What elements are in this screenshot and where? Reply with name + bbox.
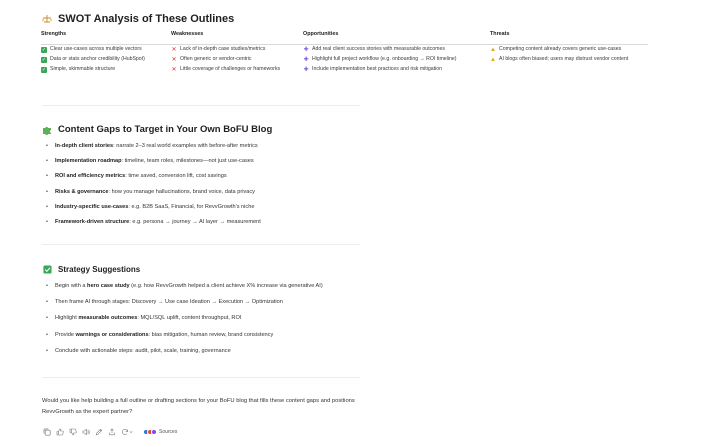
thumbs-up-icon[interactable] — [55, 427, 64, 436]
cross-icon: ✕ — [171, 56, 177, 63]
plus-icon: ✚ — [303, 56, 309, 63]
table-cell: ✚ Highlight full project workflow (e.g. onboarding → ROI timeline) — [303, 55, 457, 63]
strategy-list — [46, 281, 366, 362]
col-weaknesses: Weaknesses — [171, 31, 303, 44]
list-item: • Implementation roadmap: timeline, team roles, milestones—not just use-cases — [46, 158, 261, 173]
table-cell: ✓ Simple, skimmable structure — [41, 65, 116, 73]
gaps-heading — [42, 124, 272, 135]
edit-icon[interactable] — [94, 427, 103, 436]
divider — [42, 105, 360, 106]
warning-icon: ▲ — [490, 47, 496, 53]
cross-icon: ✕ — [171, 66, 177, 73]
divider — [42, 244, 360, 245]
list-item: • In-depth client stories: narrate 2–3 real world examples with before-after metrics — [46, 143, 261, 158]
swot-table — [41, 31, 648, 74]
balance-scale-icon — [42, 14, 52, 24]
table-row — [41, 54, 648, 64]
list-item: • Framework-driven structure: e.g. persona → journey → AI layer → measurement — [46, 219, 261, 234]
source-favicons — [143, 429, 157, 435]
table-cell — [490, 64, 648, 74]
sources-button[interactable] — [141, 429, 177, 435]
table-row — [41, 64, 648, 74]
col-strengths: Strengths — [41, 31, 171, 44]
puzzle-piece-icon — [42, 125, 52, 135]
regenerate-icon[interactable] — [120, 427, 133, 436]
gaps-title: Content Gaps to Target in Your Own BoFU Blog — [58, 124, 273, 135]
table-cell: ▲ AI blogs often biased; users may distrust vendor content — [490, 55, 629, 63]
list-item: • Conclude with actionable steps: audit, pilot, scale, training, governance — [46, 346, 366, 356]
table-cell: ✓ Clear use-cases across multiple vectors — [41, 46, 142, 53]
closing-question: Would you like help building a full outline or drafting sections for your BoFU blog that fills these content gaps and positions RevvGrowth as the expert partner? — [42, 398, 355, 415]
list-item: • Then frame AI through stages: Discovery → Use case Ideation → Execution → Optimization — [46, 297, 366, 307]
table-cell: ✚ Include implementation best practices and risk mitigation — [303, 65, 443, 73]
col-threats: Threats — [490, 31, 648, 44]
strategy-heading — [42, 264, 140, 274]
table-cell: ✕ Lack of in-depth case studies/metrics — [171, 46, 266, 53]
plus-icon: ✚ — [303, 66, 309, 73]
list-item: • Begin with a hero case study (e.g. how RevvGrowth helped a client achieve X% increase via generative AI) — [46, 281, 366, 291]
table-cell: ✕ Often generic or vendor-centric — [171, 55, 252, 63]
checkmark-icon: ✓ — [41, 66, 47, 73]
sources-label: Sources — [159, 428, 178, 435]
share-icon[interactable] — [107, 427, 116, 436]
table-cell: ▲ Competing content already covers generic use-cases — [490, 46, 622, 53]
swot-title: SWOT Analysis of These Outlines — [58, 13, 235, 25]
source-favicon — [151, 429, 157, 435]
swot-header-row — [41, 31, 648, 44]
table-row — [41, 44, 648, 54]
copy-icon[interactable] — [42, 427, 51, 436]
checkmark-icon: ✓ — [41, 56, 47, 63]
table-cell: ✚ Add real client success stories with measurable outcomes — [303, 46, 445, 53]
list-item: • Risks & governance: how you manage hallucinations, brand voice, data privacy — [46, 189, 261, 204]
list-item: • Highlight measurable outcomes: MQL/SQL uplift, content throughput, ROI — [46, 313, 366, 323]
cross-icon: ✕ — [171, 47, 177, 53]
plus-icon: ✚ — [303, 47, 309, 53]
swot-heading — [42, 13, 234, 25]
col-opportunities: Opportunities — [303, 31, 490, 44]
checkmark-icon: ✓ — [41, 47, 47, 53]
warning-icon: ▲ — [490, 56, 496, 63]
table-cell: ✓ Data or stats anchor credibility (HubSpot) — [41, 55, 145, 63]
strategy-title: Strategy Suggestions — [58, 264, 141, 274]
speaker-icon[interactable] — [81, 427, 90, 436]
list-item: • ROI and efficiency metrics: time saved, conversion lift, cost savings — [46, 173, 261, 188]
table-cell: ✕ Little coverage of challenges or frameworks — [171, 65, 281, 73]
divider — [42, 377, 360, 378]
thumbs-down-icon[interactable] — [68, 427, 77, 436]
gaps-list — [46, 143, 261, 234]
check-box-icon — [42, 264, 52, 274]
list-item: • Provide warnings or considerations: bias mitigation, human review, brand consistency — [46, 330, 366, 340]
message-actions — [42, 427, 177, 436]
list-item: • Industry-specific use-cases: e.g. B2B SaaS, Financial, for RevvGrowth's niche — [46, 204, 261, 219]
